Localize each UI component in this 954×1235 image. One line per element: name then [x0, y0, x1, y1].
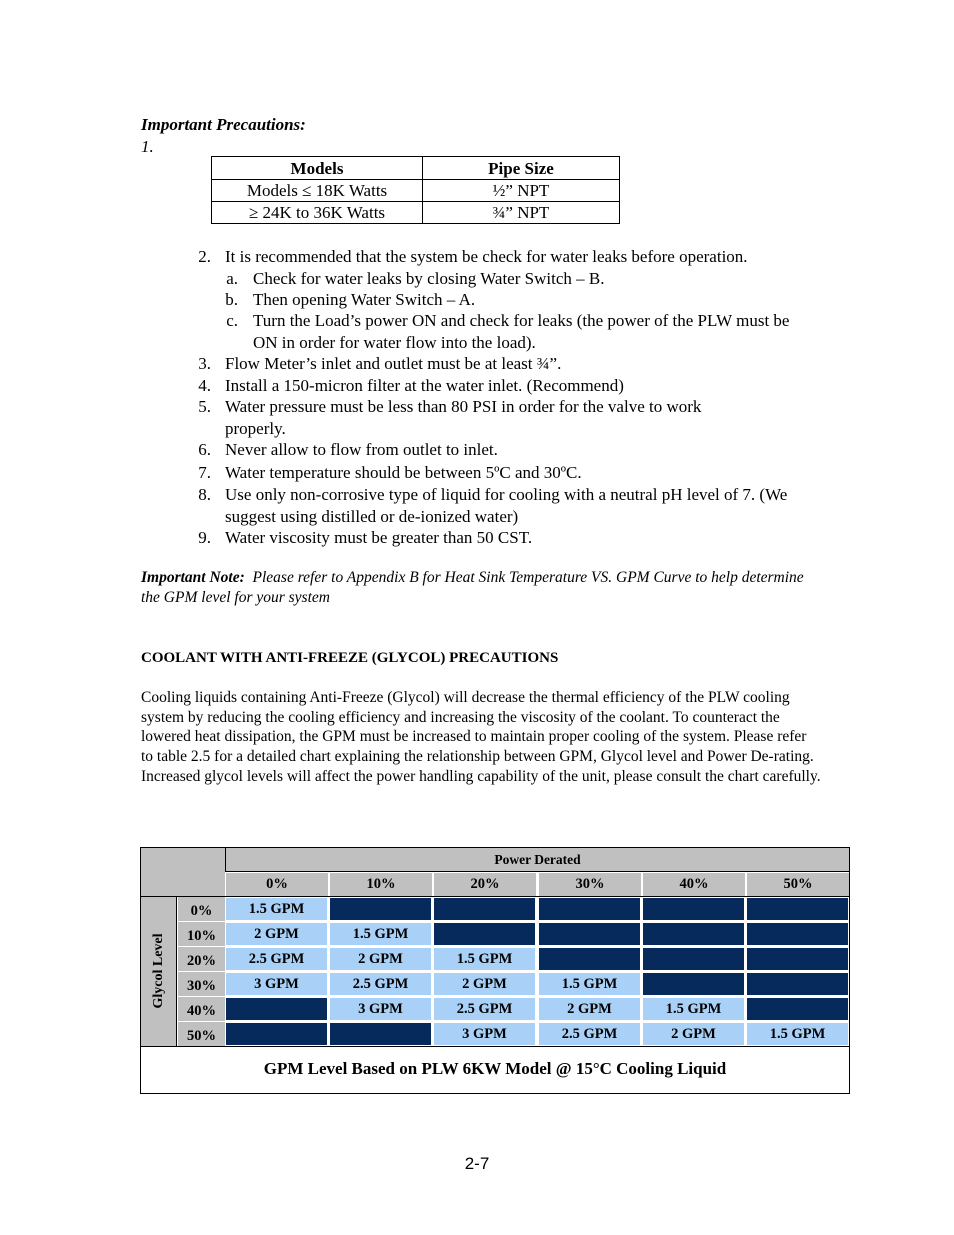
gpm-value-cell: 1.5 GPM: [538, 972, 641, 996]
list-item-number: 8.: [198, 485, 211, 504]
list-item-text: Check for water leaks by closing Water Switch – B.: [253, 269, 605, 288]
gpm-empty-cell: [746, 947, 849, 971]
pipe-table-header-pipe-size: Pipe Size: [423, 157, 620, 180]
gpm-empty-cell: [329, 1022, 432, 1046]
glycol-row-label: 50%: [178, 1022, 225, 1046]
gpm-table-caption: GPM Level Based on PLW 6KW Model @ 15°C Cooling Liquid: [263, 1059, 727, 1078]
glycol-row-label: 10%: [178, 922, 225, 946]
pipe-size-table: [211, 156, 620, 224]
gpm-value-cell: 3 GPM: [433, 1022, 536, 1046]
gpm-empty-cell: [642, 897, 745, 921]
power-column-header: 40%: [642, 873, 745, 896]
gpm-empty-cell: [746, 997, 849, 1021]
gpm-empty-cell: [746, 922, 849, 946]
list-item-number: 3.: [198, 354, 211, 373]
gpm-empty-cell: [225, 997, 328, 1021]
gpm-empty-cell: [642, 922, 745, 946]
list-item-number: 9.: [198, 528, 211, 547]
glycol-row-label: 40%: [178, 997, 225, 1021]
page-number: 2-7: [464, 1154, 490, 1173]
pipe-table-cell: ≥ 24K to 36K Watts: [212, 202, 423, 224]
gpm-empty-cell: [433, 897, 536, 921]
list-item-number: c.: [226, 311, 238, 330]
coolant-heading: COOLANT WITH ANTI-FREEZE (GLYCOL) PRECAUTIONS: [141, 650, 559, 666]
list-item-number: 5.: [198, 397, 211, 416]
list-item-number: 2.: [198, 247, 211, 266]
gpm-empty-cell: [225, 1022, 328, 1046]
gpm-table: [140, 847, 850, 1094]
gpm-value-cell: 2.5 GPM: [225, 947, 328, 971]
gpm-value-cell: 2 GPM: [642, 1022, 745, 1046]
glycol-row-label: 30%: [178, 972, 225, 996]
glycol-row-label: 20%: [178, 947, 225, 971]
pipe-table-cell: Models ≤ 18K Watts: [212, 180, 423, 202]
gpm-empty-cell: [538, 947, 641, 971]
glycol-level-header: [141, 896, 177, 1046]
item-1-number: 1.: [141, 137, 154, 156]
list-item-text: Never allow to flow from outlet to inlet.: [225, 440, 498, 459]
list-item-text: Water temperature should be between 5ºC and 30ºC.: [225, 463, 582, 482]
power-column-header: 20%: [433, 873, 536, 896]
gpm-value-cell: 2.5 GPM: [538, 1022, 641, 1046]
gpm-value-cell: 3 GPM: [329, 997, 432, 1021]
gpm-empty-cell: [329, 897, 432, 921]
gpm-value-cell: 1.5 GPM: [642, 997, 745, 1021]
coolant-paragraph: Cooling liquids containing Anti-Freeze (Glycol) will decrease the thermal efficiency of the PLW cooling system by reducing the cooling efficiency and increasing the viscosity of the coolant. To counteract the lowered heat dissipation, the GPM must be increased to maintain proper cooling of the system. Please refer to table 2.5 for a detailed chart explaining the relationship between GPM, Glycol level and Power De-rating. Increased glycol levels will affect the power handling capability of the unit, please consult the chart carefully.: [141, 689, 821, 785]
list-item-text: Flow Meter’s inlet and outlet must be at least ¾”.: [225, 354, 562, 373]
precautions-heading: Important Precautions:: [141, 115, 306, 134]
list-item-number: a.: [226, 269, 238, 288]
glycol-level-label: Glycol Level: [151, 933, 166, 1009]
important-note-text: Please refer to Appendix B for Heat Sink Temperature VS. GPM Curve to help determine the GPM level for your system: [141, 569, 804, 606]
pipe-table-cell: ½” NPT: [423, 180, 620, 202]
list-item-number: 4.: [198, 376, 211, 395]
important-note-label: Important Note:: [141, 569, 245, 586]
gpm-value-cell: 2.5 GPM: [329, 972, 432, 996]
gpm-empty-cell: [642, 972, 745, 996]
list-item-number: 7.: [198, 463, 211, 482]
caption-divider: [141, 1046, 849, 1047]
gpm-value-cell: 2.5 GPM: [433, 997, 536, 1021]
list-item-text: Then opening Water Switch – A.: [253, 290, 476, 309]
power-column-header: 30%: [538, 873, 641, 896]
gpm-value-cell: 2 GPM: [225, 922, 328, 946]
power-column-header: 0%: [225, 873, 328, 896]
pipe-table-cell: ¾” NPT: [423, 202, 620, 224]
power-derated-header: Power Derated: [225, 848, 849, 872]
power-column-header: 10%: [329, 873, 432, 896]
list-item-text: Water pressure must be less than 80 PSI in order for the valve to work properly.: [225, 397, 702, 438]
list-item-text: Water viscosity must be greater than 50 CST.: [225, 528, 533, 547]
gpm-value-cell: 1.5 GPM: [225, 897, 328, 921]
gpm-value-cell: 1.5 GPM: [329, 922, 432, 946]
gpm-value-cell: 1.5 GPM: [433, 947, 536, 971]
power-column-header: 50%: [746, 873, 849, 896]
list-item-text: Install a 150-micron filter at the water inlet. (Recommend): [225, 376, 624, 395]
list-item-number: b.: [225, 290, 238, 309]
pipe-table-header-models: Models: [212, 157, 423, 180]
gpm-empty-cell: [746, 972, 849, 996]
table-divider: [141, 896, 849, 897]
gpm-empty-cell: [538, 922, 641, 946]
gpm-value-cell: 2 GPM: [329, 947, 432, 971]
list-item-text: It is recommended that the system be check for water leaks before operation.: [225, 247, 748, 266]
gpm-value-cell: 1.5 GPM: [746, 1022, 849, 1046]
list-item-text: Use only non-corrosive type of liquid for cooling with a neutral pH level of 7. (We suggest using distilled or de-ionized water): [225, 485, 788, 526]
corner-cell: [141, 848, 225, 896]
glycol-row-label: 0%: [178, 897, 225, 921]
important-note: [141, 568, 821, 607]
list-item-number: 6.: [198, 440, 211, 459]
gpm-value-cell: 3 GPM: [225, 972, 328, 996]
gpm-empty-cell: [538, 897, 641, 921]
list-item-text: Turn the Load’s power ON and check for leaks (the power of the PLW must be ON in order for water flow into the load).: [253, 311, 790, 352]
gpm-empty-cell: [642, 947, 745, 971]
gpm-value-cell: 2 GPM: [433, 972, 536, 996]
gpm-empty-cell: [433, 922, 536, 946]
gpm-empty-cell: [746, 897, 849, 921]
gpm-value-cell: 2 GPM: [538, 997, 641, 1021]
